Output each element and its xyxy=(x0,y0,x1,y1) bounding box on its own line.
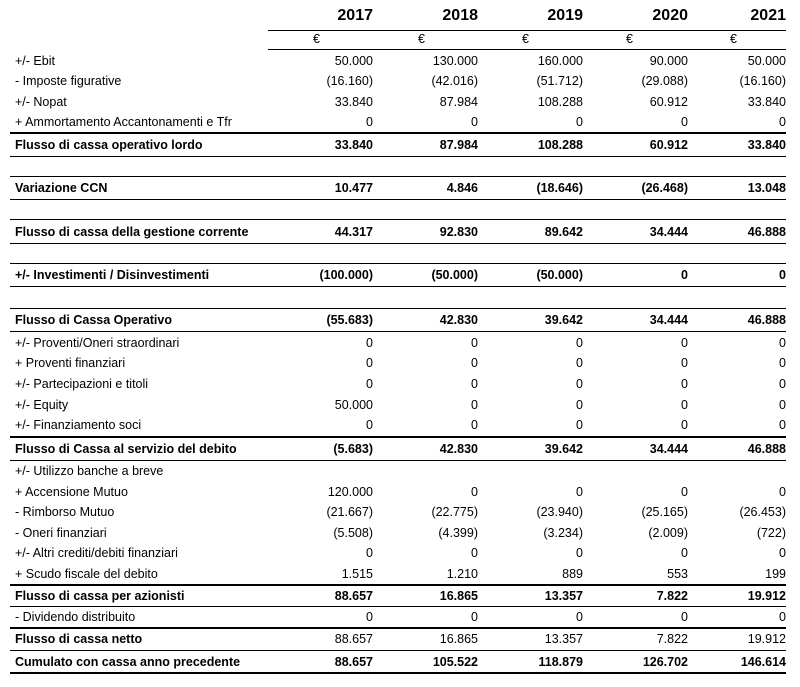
table-row-oneri-finanziari xyxy=(10,523,785,543)
row-value-2018: 4.846 xyxy=(446,181,478,195)
currency-2018: € xyxy=(418,32,425,46)
row-value-2021: (722) xyxy=(756,526,786,540)
row-value-2020: 0 xyxy=(681,336,688,350)
table-row-servizio-debito xyxy=(10,439,785,459)
row-value-2020: 0 xyxy=(681,268,688,282)
row-value-2020: 0 xyxy=(681,377,688,391)
row-value-2017: 33.840 xyxy=(334,138,373,152)
currency-bottom-rule xyxy=(268,49,786,50)
row-value-2021: 199 xyxy=(765,567,786,581)
row-value-2019: 0 xyxy=(576,485,583,499)
row-value-2018: 105.522 xyxy=(432,655,478,669)
section-rule xyxy=(10,132,786,134)
row-value-2019 xyxy=(480,461,583,481)
row-value-2020: 0 xyxy=(681,485,688,499)
row-value-2021: 0 xyxy=(779,377,786,391)
row-value-2021: 33.840 xyxy=(747,138,786,152)
currency-2017: € xyxy=(313,32,320,46)
row-value-2020: (25.165) xyxy=(641,505,688,519)
row-value-2017 xyxy=(268,461,373,481)
row-label: - Dividendo distribuito xyxy=(15,610,136,624)
row-value-2020: 0 xyxy=(681,546,688,560)
row-label: + Scudo fiscale del debito xyxy=(15,567,158,581)
row-value-2018: 1.210 xyxy=(446,567,478,581)
row-value-2018: (4.399) xyxy=(438,526,478,540)
row-value-2018: 42.830 xyxy=(439,442,478,456)
currency-2020: € xyxy=(626,32,633,46)
row-value-2020: 0 xyxy=(681,115,688,129)
row-value-2021: 0 xyxy=(779,610,786,624)
row-value-2020: 60.912 xyxy=(649,95,688,109)
row-value-2017: 0 xyxy=(366,610,373,624)
row-value-2018: 0 xyxy=(471,398,478,412)
section-rule xyxy=(10,436,786,438)
row-value-2019: (3.234) xyxy=(543,526,583,540)
row-value-2017: (16.160) xyxy=(326,74,373,88)
row-value-2021: 146.614 xyxy=(740,655,786,669)
row-value-2017: (5.508) xyxy=(333,526,373,540)
section-rule xyxy=(10,650,786,651)
row-value-2018: (50.000) xyxy=(431,268,478,282)
row-value-2018: (42.016) xyxy=(431,74,478,88)
row-value-2021: (16.160) xyxy=(739,74,786,88)
row-value-2018: 87.984 xyxy=(439,138,478,152)
row-label: + Accensione Mutuo xyxy=(15,485,128,499)
table-row-imposte xyxy=(10,71,785,91)
row-value-2021: (26.453) xyxy=(739,505,786,519)
row-value-2017: 120.000 xyxy=(327,485,373,499)
row-value-2021: 19.912 xyxy=(747,589,786,603)
section-rule xyxy=(10,199,786,200)
row-label: Flusso di Cassa al servizio del debito xyxy=(15,442,237,456)
row-value-2020: 60.912 xyxy=(649,138,688,152)
section-rule xyxy=(10,308,786,309)
table-row-flusso-azionisti xyxy=(10,586,785,606)
row-value-2017: 44.317 xyxy=(334,225,373,239)
row-value-2018: 92.830 xyxy=(439,225,478,239)
row-label: Flusso di cassa operativo lordo xyxy=(15,138,203,152)
table-row-ebit xyxy=(10,51,785,71)
row-value-2018: 0 xyxy=(471,546,478,560)
row-value-2020: 0 xyxy=(681,610,688,624)
row-value-2019: (50.000) xyxy=(536,268,583,282)
table-row-partecipazioni xyxy=(10,374,785,394)
row-value-2018: 0 xyxy=(471,336,478,350)
row-value-2017: 0 xyxy=(366,418,373,432)
row-value-2019: (18.646) xyxy=(536,181,583,195)
row-value-2020: 7.822 xyxy=(656,632,688,646)
row-value-2019: 0 xyxy=(576,398,583,412)
row-value-2017: (21.667) xyxy=(326,505,373,519)
row-value-2017: 88.657 xyxy=(334,589,373,603)
row-value-2017: 88.657 xyxy=(334,632,373,646)
row-value-2021: 46.888 xyxy=(747,313,786,327)
row-value-2021: 46.888 xyxy=(747,442,786,456)
row-label: +/- Equity xyxy=(15,398,69,412)
row-value-2020: 126.702 xyxy=(642,655,688,669)
row-value-2021: 0 xyxy=(779,356,786,370)
row-value-2018: 0 xyxy=(471,485,478,499)
row-label: - Rimborso Mutuo xyxy=(15,505,115,519)
row-value-2021: 0 xyxy=(779,485,786,499)
row-value-2017: (100.000) xyxy=(319,268,373,282)
section-rule xyxy=(10,176,786,177)
row-value-2020: (29.088) xyxy=(641,74,688,88)
row-value-2018: 0 xyxy=(471,356,478,370)
row-value-2020: 0 xyxy=(681,418,688,432)
row-value-2019: 160.000 xyxy=(537,54,583,68)
row-value-2019: 0 xyxy=(576,546,583,560)
row-value-2019: 118.879 xyxy=(538,655,583,669)
row-value-2017: 1.515 xyxy=(341,567,373,581)
year-header-2021: 2021 xyxy=(750,7,786,24)
row-label: +/- Ebit xyxy=(15,54,55,68)
table-row-dividendo xyxy=(10,607,785,627)
row-value-2020: 553 xyxy=(667,567,688,581)
row-value-2019: 889 xyxy=(562,567,583,581)
row-value-2017: 33.840 xyxy=(334,95,373,109)
table-row-equity xyxy=(10,395,785,415)
section-rule xyxy=(10,331,786,332)
table-row-cumulato xyxy=(10,652,785,672)
year-header-2018: 2018 xyxy=(442,7,478,24)
row-value-2018: 42.830 xyxy=(439,313,478,327)
row-value-2021: 0 xyxy=(779,546,786,560)
row-value-2019: 0 xyxy=(576,377,583,391)
table-row-rimborso-mutuo xyxy=(10,502,785,522)
row-value-2019: 89.642 xyxy=(544,225,583,239)
table-row-flusso-netto xyxy=(10,629,785,649)
year-header-2017: 2017 xyxy=(337,7,373,24)
row-value-2021: 13.048 xyxy=(747,181,786,195)
currency-top-rule xyxy=(268,30,786,31)
row-value-2020: 90.000 xyxy=(649,54,688,68)
table-row-altri-crediti xyxy=(10,543,785,563)
row-label: +/- Finanziamento soci xyxy=(15,418,142,432)
row-value-2017: 0 xyxy=(366,336,373,350)
section-rule xyxy=(10,156,786,157)
row-label: +/- Partecipazioni e titoli xyxy=(15,377,149,391)
row-value-2019: 0 xyxy=(576,115,583,129)
row-label: Flusso di cassa della gestione corrente xyxy=(15,225,249,239)
table-row-straordinari xyxy=(10,333,785,353)
table-row-finanziamento-soci xyxy=(10,415,785,435)
table-row-gestione-corrente xyxy=(10,222,785,242)
row-label: Variazione CCN xyxy=(15,181,108,195)
section-rule xyxy=(10,263,786,264)
row-value-2021: 0 xyxy=(779,268,786,282)
row-value-2019: 0 xyxy=(576,610,583,624)
row-label: Flusso di Cassa Operativo xyxy=(15,313,172,327)
row-label: - Imposte figurative xyxy=(15,74,122,88)
row-value-2020: (2.009) xyxy=(648,526,688,540)
row-value-2020: 7.822 xyxy=(656,589,688,603)
row-value-2018: 0 xyxy=(471,610,478,624)
row-value-2021: 0 xyxy=(779,418,786,432)
row-value-2021: 0 xyxy=(779,115,786,129)
row-label: +/- Altri crediti/debiti finanziari xyxy=(15,546,178,560)
row-value-2017: (55.683) xyxy=(326,313,373,327)
table-row-variazione-ccn xyxy=(10,178,785,198)
row-value-2017: (5.683) xyxy=(333,442,373,456)
row-label: - Oneri finanziari xyxy=(15,526,107,540)
row-value-2021 xyxy=(690,461,786,481)
row-value-2018: 0 xyxy=(471,115,478,129)
row-value-2020: 0 xyxy=(681,398,688,412)
currency-2019: € xyxy=(522,32,529,46)
row-label: +/- Investimenti / Disinvestimenti xyxy=(15,268,210,282)
currency-2021: € xyxy=(730,32,737,46)
row-value-2018: 16.865 xyxy=(439,632,478,646)
row-value-2018: 0 xyxy=(471,377,478,391)
row-value-2021: 33.840 xyxy=(747,95,786,109)
row-label: Flusso di cassa netto xyxy=(15,632,143,646)
row-value-2020: 34.444 xyxy=(649,313,688,327)
row-value-2021: 0 xyxy=(779,398,786,412)
row-label: + Proventi finanziari xyxy=(15,356,126,370)
row-value-2019: 108.288 xyxy=(537,138,583,152)
row-value-2019: 13.357 xyxy=(544,632,583,646)
row-value-2019: (23.940) xyxy=(536,505,583,519)
row-value-2021: 50.000 xyxy=(747,54,786,68)
year-header-2020: 2020 xyxy=(652,7,688,24)
row-value-2019: 13.357 xyxy=(544,589,583,603)
row-label: +/- Utilizzo banche a breve xyxy=(15,464,164,478)
row-label: +/- Nopat xyxy=(15,95,67,109)
row-value-2018: 16.865 xyxy=(439,589,478,603)
table-row-flusso-operativo xyxy=(10,310,785,330)
row-value-2020: (26.468) xyxy=(641,181,688,195)
row-value-2019: 0 xyxy=(576,336,583,350)
row-value-2019: 0 xyxy=(576,356,583,370)
row-value-2019: 0 xyxy=(576,418,583,432)
table-row-investimenti xyxy=(10,265,785,285)
row-label: Flusso di cassa per azionisti xyxy=(15,589,185,603)
row-value-2018: (22.775) xyxy=(431,505,478,519)
row-label: +/- Proventi/Oneri straordinari xyxy=(15,336,180,350)
row-value-2018: 87.984 xyxy=(439,95,478,109)
row-value-2017: 0 xyxy=(366,356,373,370)
table-row-scudo-fiscale xyxy=(10,564,785,584)
row-value-2018: 130.000 xyxy=(432,54,478,68)
row-value-2021: 0 xyxy=(779,336,786,350)
table-row-flusso-operativo-lordo xyxy=(10,135,785,155)
section-rule xyxy=(10,243,786,244)
row-value-2017: 0 xyxy=(366,115,373,129)
table-row-ammortamento xyxy=(10,112,785,132)
row-value-2017: 0 xyxy=(366,377,373,391)
row-value-2017: 50.000 xyxy=(334,398,373,412)
section-rule xyxy=(10,286,786,287)
row-value-2017: 10.477 xyxy=(334,181,373,195)
section-rule xyxy=(10,219,786,220)
row-value-2020: 34.444 xyxy=(649,442,688,456)
row-value-2019: (51.712) xyxy=(536,74,583,88)
row-value-2017: 0 xyxy=(366,546,373,560)
row-value-2019: 108.288 xyxy=(537,95,583,109)
row-value-2018 xyxy=(375,461,478,481)
table-row-nopat xyxy=(10,92,785,112)
row-value-2021: 19.912 xyxy=(747,632,786,646)
row-value-2018: 0 xyxy=(471,418,478,432)
row-value-2021: 46.888 xyxy=(747,225,786,239)
row-label: + Ammortamento Accantonamenti e Tfr xyxy=(15,115,232,129)
table-row-proventi-finanziari xyxy=(10,353,785,373)
row-value-2020: 0 xyxy=(681,356,688,370)
row-value-2020 xyxy=(585,461,688,481)
table-row-banche-breve xyxy=(10,461,785,481)
row-value-2019: 39.642 xyxy=(544,313,583,327)
table-row-accensione-mutuo xyxy=(10,482,785,502)
row-label: Cumulato con cassa anno precedente xyxy=(15,655,241,669)
section-rule xyxy=(10,672,786,674)
row-value-2017: 88.657 xyxy=(334,655,373,669)
year-header-2019: 2019 xyxy=(547,7,583,24)
row-value-2017: 50.000 xyxy=(334,54,373,68)
row-value-2020: 34.444 xyxy=(649,225,688,239)
row-value-2019: 39.642 xyxy=(544,442,583,456)
